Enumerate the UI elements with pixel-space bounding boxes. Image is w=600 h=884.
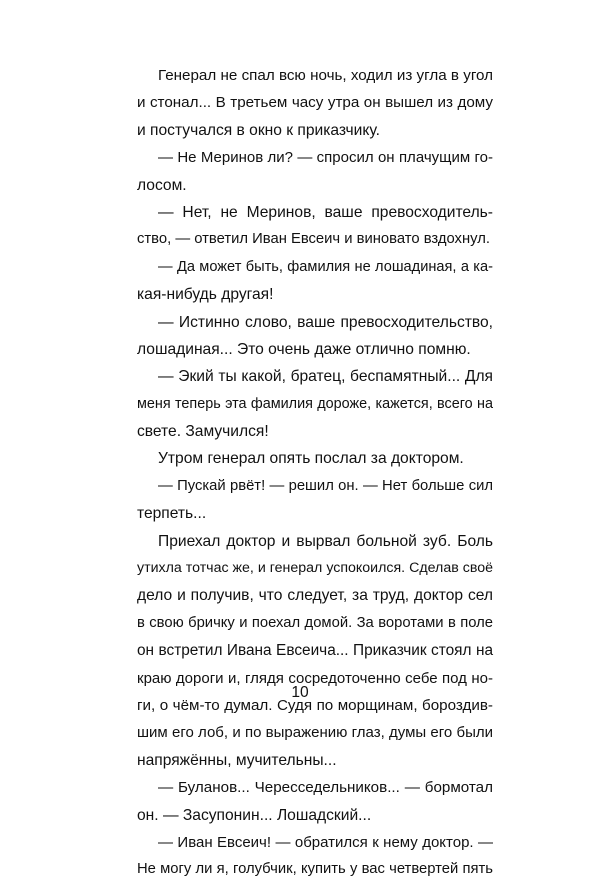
text-line: Приехал доктор и вырвал больной зуб. Боль [158, 532, 493, 550]
text-line: Генерал не спал всю ночь, ходил из угла в угол [158, 67, 493, 84]
text-line: кая-нибудь другая! [137, 286, 274, 304]
text-line: в свою бричку и поехал домой. За воротами в поле [137, 614, 493, 631]
text-line: — Иван Евсеич! — обратился к нему доктор. — [158, 833, 493, 851]
page-number: 10 [291, 684, 309, 701]
text-line: шим его лоб, и по выражению глаз, думы его были [137, 724, 493, 742]
text-line: ги, о чём-то думал. Судя по морщинам, бороздив- [137, 696, 493, 714]
body-text [137, 62, 493, 884]
text-line: — Буланов... Чересседельников... — бормотал [158, 779, 493, 797]
text-line: — Не Меринов ли? — спросил он плачущим го- [158, 149, 493, 167]
text-line: свете. Замучился! [137, 423, 269, 441]
text-line: — Да может быть, фамилия не лошадиная, а ка- [158, 258, 493, 275]
text-line: он. — Засупонин... Лошадский... [137, 806, 372, 824]
text-line: — Нет, не Меринов, ваше превосходитель- [158, 203, 493, 221]
text-line: терпеть... [137, 505, 207, 523]
text-line: лосом. [137, 176, 187, 194]
text-line: Утром генерал опять послал за доктором. [158, 450, 464, 468]
text-line: утихла тотчас же, и генерал успокоился. Сделав своё [137, 560, 493, 577]
text-line: меня теперь эта фамилия дороже, кажется, всего на [137, 395, 493, 412]
text-line: ство, — ответил Иван Евсеич и виновато вздохнул. [137, 231, 490, 248]
text-line: напряжённы, мучительны... [137, 751, 337, 769]
text-line: — Истинно слово, ваше превосходительство, [158, 313, 493, 331]
text-line: — Пускай рвёт! — решил он. — Нет больше сил [158, 477, 493, 494]
text-line: лошадиная... Это очень даже отлично помню. [137, 340, 471, 358]
text-line: — Экий ты какой, братец, беспамятный... Для [158, 368, 493, 386]
text-line: и постучался в окно к приказчику. [137, 121, 380, 139]
text-line: он встретил Ивана Евсеича... Приказчик стоял на [137, 642, 493, 660]
text-line: дело и получив, что следует, за труд, доктор сел [137, 587, 493, 605]
text-line: краю дороги и, глядя сосредоточенно себе под но- [137, 669, 493, 687]
text-line: и стонал... В третьем часу утра он вышел из дому [137, 94, 493, 112]
text-line: Не могу ли я, голубчик, купить у вас четвертей пять [137, 861, 493, 878]
